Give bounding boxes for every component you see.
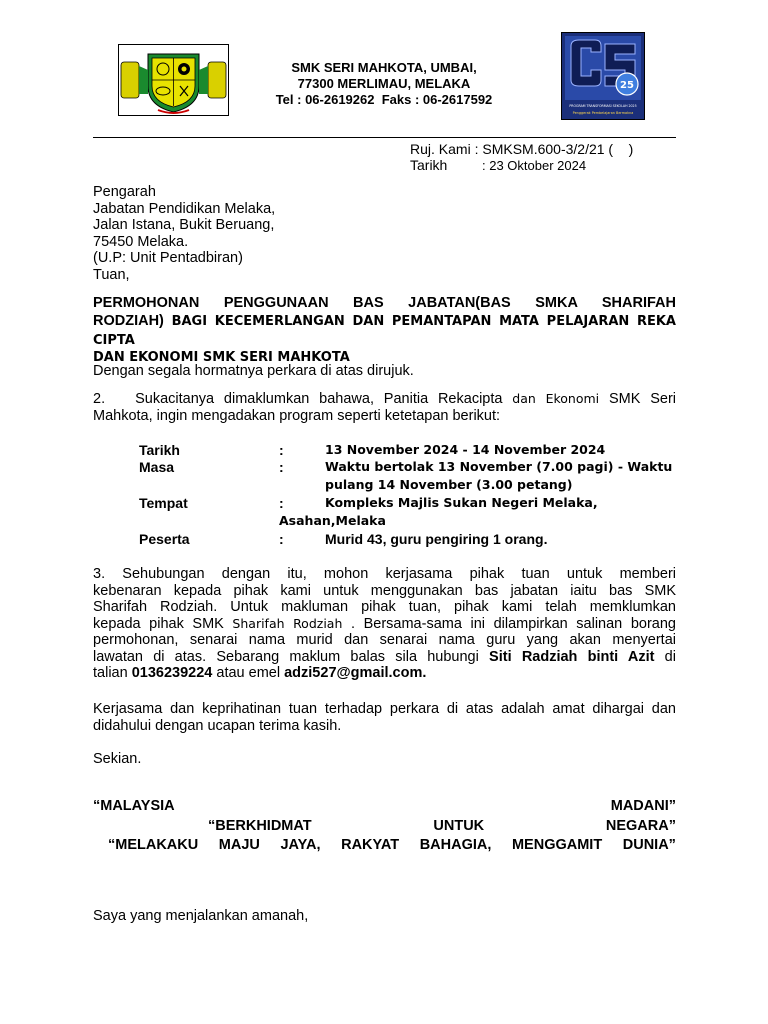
tarikh-value: : 23 Oktober 2024: [482, 158, 587, 173]
detail-label: Masa: [139, 459, 175, 475]
recipient-line: 75450 Melaka.: [93, 233, 189, 250]
detail-value: Murid 43, guru pengiring 1 orang.: [325, 531, 548, 547]
detail-label: Peserta: [139, 531, 190, 547]
para-number: 2.: [93, 391, 106, 407]
motto-word: MAJU: [218, 837, 260, 853]
school-address: 77300 MERLIMAU, MELAKA: [297, 76, 471, 91]
paragraph-line: Sharifah Rodziah. Untuk makluman pihak tuan, pihak kami telah memklumkan: [93, 599, 676, 615]
motto-word: DUNIA”: [622, 837, 676, 853]
recipient-line: Pengarah: [93, 184, 156, 200]
detail-label: Tarikh: [139, 442, 180, 458]
paragraph-line: [93, 665, 676, 682]
opening-paragraph: Dengan segala hormatnya perkara di atas dirujuk.: [93, 363, 414, 379]
motto-word: MENGGAMIT: [511, 837, 603, 853]
detail-colon: :: [279, 459, 284, 475]
para-text: . Bersama-sama ini dilampirkan salinan borang: [342, 615, 676, 632]
logo-caption-1: PROGRAM TRANSFORMASI SEKOLAH 2025: [569, 104, 637, 108]
motto-line-1: [93, 798, 676, 815]
paragraph-line: [93, 391, 676, 408]
motto-word: “BERKHIDMAT: [208, 818, 312, 834]
recipient-line: (U.P: Unit Pentadbiran): [93, 250, 243, 266]
reference-number: [410, 141, 633, 157]
para-text: kepada pihak SMK: [93, 615, 233, 632]
reference-date: [410, 157, 586, 174]
letter-subject: [93, 295, 676, 366]
para-text: lawatan di atas. Sebarang maklum balas sila hubungi: [93, 648, 490, 665]
recipient-address: [93, 184, 275, 283]
para-text: Sukacitanya dimaklumkan bahawa, Panitia Rekacipta: [135, 391, 513, 407]
detail-colon: :: [279, 442, 284, 458]
school-name: SMK SERI MAHKOTA, UMBAI,: [291, 60, 477, 75]
para-text: dan Ekonomi: [512, 391, 600, 406]
tarikh-label: Tarikh: [410, 157, 448, 173]
ruj-label: Ruj. Kami: [410, 141, 471, 157]
paragraph-line: [93, 616, 676, 633]
ruj-value: : SMKSM.600-3/2/21 ( ): [474, 141, 634, 157]
recipient-line: Jalan Istana, Bukit Beruang,: [93, 217, 275, 233]
program-details: [0, 442, 768, 550]
salutation: Tuan,: [93, 266, 130, 283]
recipient-line: Jabatan Pendidikan Melaka,: [93, 200, 276, 217]
paragraph-line: kebenaran kepada pihak kami untuk menggunakan bas jabatan iaitu bas SMK: [93, 582, 676, 599]
subject-text: BAGI KECEMERLANGAN DAN PEMANTAPAN MATA PELAJARAN REKA CIPTA: [93, 313, 676, 348]
subject-line: DAN EKONOMI SMK SERI MAHKOTA: [93, 349, 350, 365]
detail-colon: :: [279, 495, 284, 511]
detail-value: Waktu bertolak 13 November (7.00 pagi) - Waktu pulang 14 November (3.00 petang): [325, 459, 673, 492]
detail-value-cont: Asahan,Melaka: [279, 513, 386, 528]
paragraph-2: [93, 391, 676, 424]
school-letterhead: [0, 60, 768, 108]
logo-caption-2: Penggerak Pembelajaran Bermakna: [572, 111, 634, 115]
motto-line-2: [208, 818, 676, 835]
detail-value: Kompleks Majlis Sukan Negeri Melaka,: [325, 495, 598, 510]
paragraph-line: 3. Sehubungan dengan itu, mohon kerjasama pihak tuan untuk memberi: [93, 566, 676, 582]
detail-value: 13 November 2024 - 14 November 2024: [325, 442, 606, 457]
para-text: Sharifah Rodziah: [232, 615, 343, 631]
paragraph-line: Mahkota, ingin mengadakan program seperti ketetapan berikut:: [93, 407, 501, 424]
detail-colon: :: [279, 531, 284, 547]
paragraph-line: [93, 649, 676, 666]
motto-word: NEGARA”: [605, 818, 676, 834]
paragraph-4: [93, 701, 676, 734]
subject-line: PERMOHONAN PENGGUNAAN BAS JABATAN(BAS SMKA SHARIFAH: [93, 295, 676, 311]
contact-phone: 0136239224: [131, 665, 213, 681]
para-text: talian: [93, 665, 132, 681]
motto-word: “MALAYSIA: [93, 798, 175, 814]
paragraph-line: Kerjasama dan keprihatinan tuan terhadap perkara di atas adalah amat dihargai dan: [93, 701, 676, 717]
detail-label: Tempat: [139, 495, 188, 511]
motto-word: BAHAGIA,: [419, 837, 492, 853]
transformasi-sekolah-logo: [561, 32, 645, 120]
subject-text: RODZIAH): [93, 312, 164, 329]
motto-word: MADANI”: [610, 798, 676, 814]
para-text: atau emel: [212, 665, 285, 681]
motto-word: UNTUK: [433, 818, 485, 834]
paragraph-line: permohonan, senarai nama murid dan senarai nama guru yang akan menyertai: [93, 632, 676, 648]
para-text: SMK Seri: [599, 391, 676, 407]
school-contact: Tel : 06-2619262 Faks : 06-2617592: [275, 92, 493, 107]
contact-email: adzi527@gmail.com.: [284, 665, 427, 681]
paragraph-line: didahului dengan ucapan terima kasih.: [93, 717, 342, 734]
motto-line-3: [108, 837, 676, 854]
motto-word: JAYA,: [280, 837, 321, 853]
para-text: di: [654, 648, 676, 665]
subject-line: [93, 312, 676, 350]
closing-word: Sekian.: [93, 751, 142, 767]
letterhead-divider: [93, 137, 676, 138]
motto-word: “MELAKAKU: [108, 837, 199, 853]
sign-off: Saya yang menjalankan amanah,: [93, 908, 309, 924]
motto-word: RAKYAT: [341, 837, 400, 853]
logo-number: 25: [620, 80, 634, 91]
contact-person: Siti Radziah binti Azit: [489, 648, 655, 665]
paragraph-3: [93, 566, 676, 682]
